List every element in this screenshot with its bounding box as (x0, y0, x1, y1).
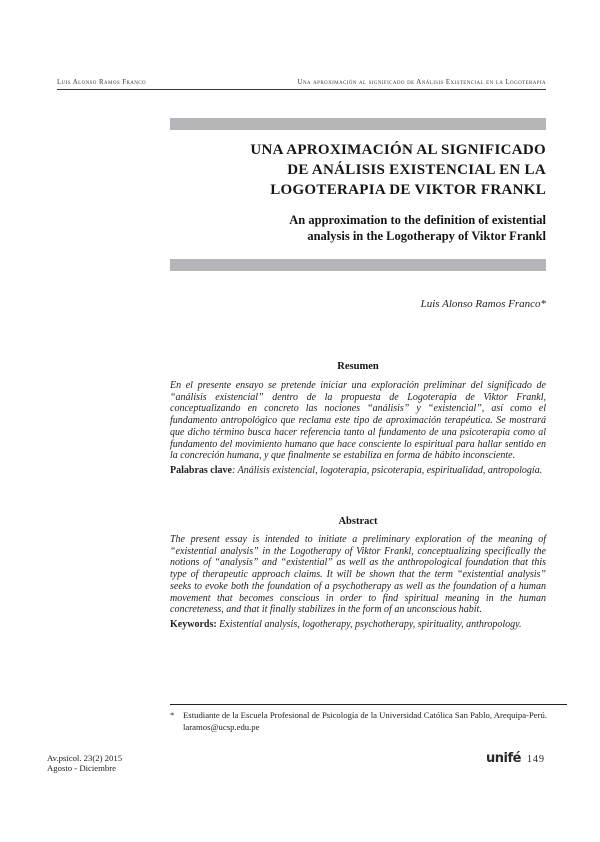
footnote (170, 709, 568, 733)
footnote-marker: * (170, 710, 175, 720)
palabras-clave-list: : Análisis existencial, logoterapia, psicoterapia, espiritualidad, antropología. (231, 465, 543, 476)
journal-volume: Av.psicol. 23(2) 2015 (47, 753, 123, 763)
abstract-heading: Abstract (338, 516, 378, 527)
keywords-list: Existential analysis, logotherapy, psychotherapy, spirituality, anthropology. (216, 619, 522, 630)
title-rule-bottom (170, 259, 546, 271)
article-title-spanish-line: DE ANÁLISIS EXISTENCIAL EN LA (287, 162, 546, 178)
footnote-text: Estudiante de la Escuela Profesional de Psicología de la Universidad Católica San Pablo, Arequipa-Perú. (183, 710, 548, 720)
article-title-spanish-line: UNA APROXIMACIÓN AL SIGNIFICADO (250, 142, 546, 158)
title-rule-top (170, 118, 546, 130)
resumen-body: En el presente ensayo se pretende iniciar una exploración preliminar del significado de “análisis existencial” dentro de la propuesta de Logoterapia de Viktor Frankl, conceptualizando en concreto las nociones “análisis” y “existencial”, así como el fundamento antropológico que reclama este tipo de aproximación terapéutica. Se mostrará que dicho término busca hacer referencia tanto al fundamento de una psicoterapia como al fundamento del movimiento humano que hace consciente lo espiritual para hallar sentido en la concreción humana, y que finalmente se estabiliza en forma de hábito inconsciente. (170, 380, 546, 462)
article-title-english-line: An approximation to the definition of existential (289, 213, 546, 227)
journal-period: Agosto - Diciembre (47, 763, 116, 773)
keywords-line (170, 619, 552, 631)
palabras-clave-label: Palabras clave (170, 465, 232, 476)
journal-citation (47, 753, 122, 773)
article-title-spanish-line: LOGOTERAPIA DE VIKTOR FRANKL (270, 182, 546, 198)
author-byline: Luis Alonso Ramos Franco* (420, 298, 546, 310)
page-number: 149 (527, 754, 545, 765)
running-header (57, 78, 546, 90)
keywords-label: Keywords: (170, 619, 217, 630)
resumen-heading: Resumen (337, 361, 379, 372)
unife-logo: unifé (486, 751, 521, 766)
abstract-body: The present essay is intended to initiate a preliminary exploration of the meaning of “existential analysis” in the Logotherapy of Viktor Frankl, conceptualizing specifically the notions of “analysis” and “existential” as well as the anthropological foundation that this type of therapeutic approach claims. It will be shown that the term “existential analysis” seeks to evoke both the foundation of a psychotherapy as well as the foundation of a human movement that becomes conscious in order to find spiritual meaning in the human concreteness, and that it finally stabilizes in the form of an unconscious habit. (170, 534, 546, 616)
article-title-english-line: analysis in the Logotherapy of Viktor Frankl (307, 229, 546, 243)
footer-right (486, 751, 545, 766)
running-header-title: Una aproximación al significado de Análisis Existencial en la Logoterapia (297, 78, 546, 86)
palabras-clave-line (170, 465, 552, 477)
article-title-english (170, 212, 546, 244)
footnote-separator (170, 704, 567, 705)
article-title-spanish (170, 140, 546, 200)
footnote-email: laramos@ucsp.edu.pe (183, 722, 260, 732)
running-header-author: Luis Alonso Ramos Franco (57, 78, 147, 86)
